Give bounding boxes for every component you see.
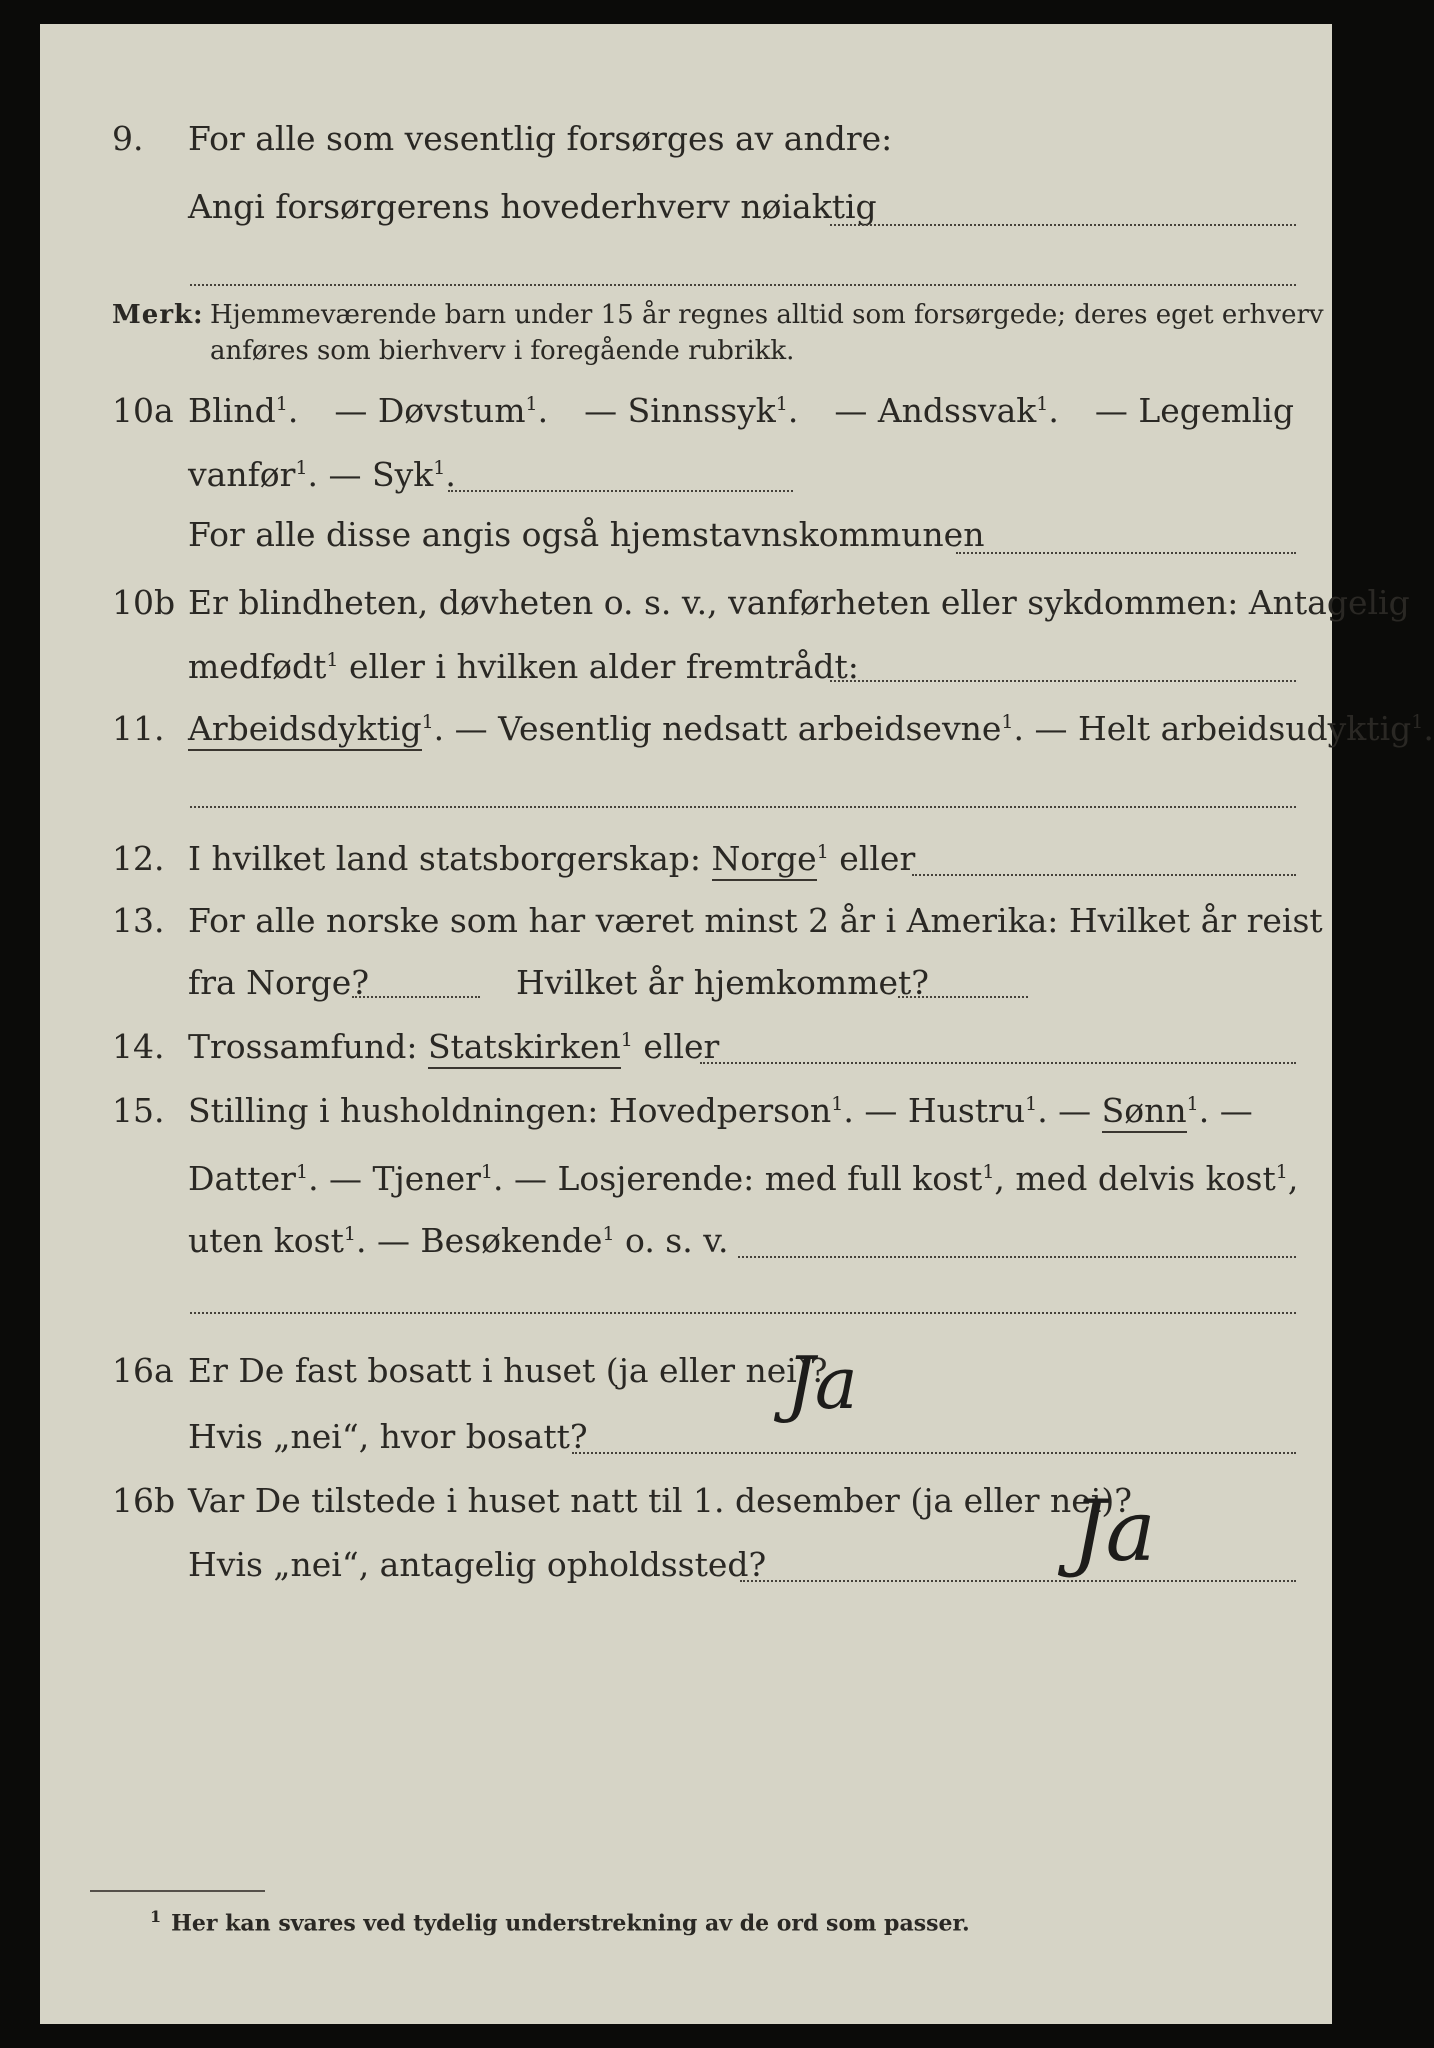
answer-line-13-reist [352,996,480,998]
option-sinnssyk: — Sinnssyk$^1$. [584,391,799,430]
footnote-separator [90,1890,265,1892]
footnote: $^1$ Her kan svares ved tydelig understrekning av de ord som passer. [150,1907,970,1937]
answer-line-9a [830,224,1296,226]
question-number-12: 12. [112,839,165,878]
question-number-16b: 16b [112,1481,176,1520]
option-arbeidsdyktig: Arbeidsdyktig [188,709,422,751]
answer-line-13-hjemkommet [898,996,1028,998]
answer-line-16b [740,1580,1296,1582]
answer-line-12 [912,874,1296,876]
question-number-15: 15. [112,1091,165,1130]
question-10a-line-3: For alle disse angis også hjemstavnskommunen [188,515,985,554]
question-9-line-2: Angi forsørgerens hovederhverv nøiaktig [188,187,877,226]
question-15-line-3: uten kost$^1$. — Besøkende$^1$ o. s. v. [188,1221,729,1260]
question-number-16a: 16a [112,1351,174,1390]
question-13-line-2b: Hvilket år hjemkommet? [516,963,929,1002]
option-norge: Norge [712,839,817,881]
option-legemlig: — Legemlig [1094,391,1294,430]
question-11-line-1: Arbeidsdyktig$^1$. — Vesentlig nedsatt arbeidsevne$^1$. — Helt arbeidsudyktig$^1$. [188,712,1434,745]
question-10a-line-2 [188,455,456,494]
svg-text:Ja: Ja [1072,1482,1156,1580]
answer-line-14 [700,1062,1296,1064]
question-number-11: 11. [112,709,165,748]
option-andssvak: — Andssvak$^1$. [834,391,1059,430]
answer-line-10b [830,680,1296,682]
merk-line-2: anføres som bierhverv i foregående rubrikk. [210,336,795,366]
question-10b-line-1: Er blindheten, døvheten o. s. v., vanførheten eller sykdommen: Antagelig [188,583,1410,622]
question-16a-line-1: Er De fast bosatt i huset (ja eller nei)? [188,1351,828,1390]
answer-line-15b [190,1312,1296,1314]
question-13-line-1: For alle norske som har været minst 2 år i Amerika: Hvilket år reist [188,901,1323,940]
question-number-13: 13. [112,901,165,940]
question-number-10a: 10a [112,391,174,430]
merk-line-1: Hjemmeværende barn under 15 år regnes alltid som forsørgede; deres eget erhverv [210,300,1324,330]
question-10b-line-2: medfødt$^1$ eller i hvilken alder fremtrådt: [188,647,859,686]
answer-line-15a [738,1256,1296,1258]
question-16b-line-1: Var De tilstede i huset natt til 1. desember (ja eller nei)? [188,1481,1132,1520]
option-blind: Blind$^1$. [188,391,299,430]
question-13-line-2a: fra Norge? [188,963,370,1002]
question-number-9: 9. [112,119,144,158]
question-10a-line-1 [188,391,1294,430]
question-number-14: 14. [112,1027,165,1066]
question-15-line-1: Stilling i husholdningen: Hovedperson$^1$. — Hustru$^1$. — Sønn$^1$. — [188,1094,1253,1127]
question-16a-line-2: Hvis „nei“, hvor bosatt? [188,1417,588,1456]
question-number-10b: 10b [112,583,176,622]
question-9-line-1: For alle som vesentlig forsørges av andre: [188,119,893,158]
option-dovstum: — Døvstum$^1$. [334,391,549,430]
answer-line-11 [190,806,1296,808]
handwritten-answer-16b [1066,1460,1226,1590]
answer-line-10a-hjemstavn [956,552,1296,554]
merk-label: Merk: [112,300,204,330]
question-15-line-2: Datter$^1$. — Tjener$^1$. — Losjerende: med full kost$^1$, med delvis kost$^1$, [188,1159,1299,1198]
handwritten-answer-16a [782,1330,922,1430]
answer-line-9b [190,284,1296,286]
svg-text:Ja: Ja [786,1341,858,1425]
option-statskirken: Statskirken [428,1027,621,1069]
question-16b-line-2: Hvis „nei“, antagelig opholdssted? [188,1545,767,1584]
question-12-line-1: I hvilket land statsborgerskap: Norge$^1$ eller [188,842,915,875]
answer-line-16a [572,1452,1296,1454]
question-14-line-1: Trossamfund: Statskirken$^1$ eller [188,1030,719,1063]
answer-line-10a-syk [448,490,793,492]
option-sonn: Sønn [1102,1091,1187,1133]
option-syk: — Syk$^1$. [328,455,456,494]
option-vanfor: vanfør$^1$. [188,455,319,494]
